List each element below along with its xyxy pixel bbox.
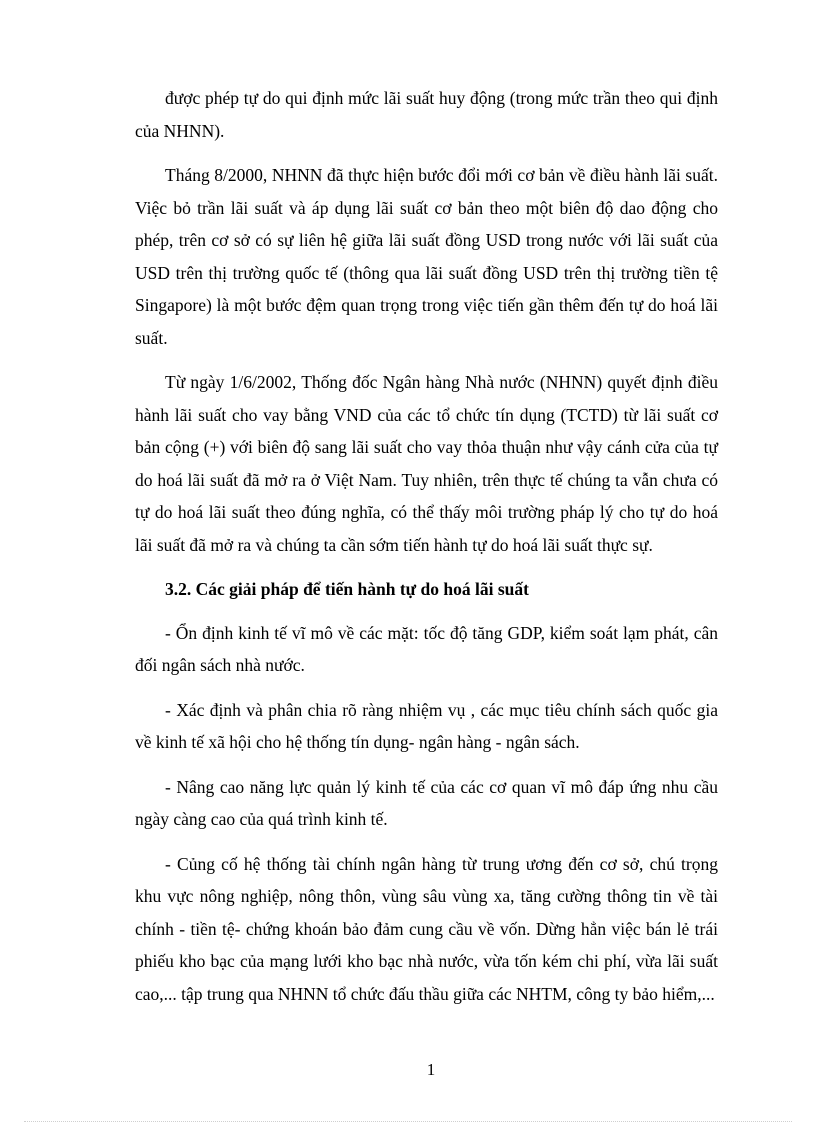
page-bottom-border	[24, 1121, 792, 1122]
page-number: 1	[426, 1060, 436, 1079]
solution-item: - Xác định và phân chia rõ ràng nhiệm vụ , các mục tiêu chính sách quốc gia về kinh tế xã hội cho hệ thống tín dụng- ngân hàng - ngân sách.	[135, 699, 718, 752]
solution-item: - Ổn định kinh tế vĩ mô về các mặt: tốc độ tăng GDP, kiểm soát lạm phát, cân đối ngân sách nhà nước.	[135, 622, 718, 675]
section-heading: 3.2. Các giải pháp để tiến hành tự do hoá lãi suất	[165, 579, 529, 599]
solution-item: - Củng cố hệ thống tài chính ngân hàng từ trung ương đến cơ sở, chú trọng khu vực nông nghiệp, nông thôn, vùng sâu vùng xa, tăng cường thông tin về tài chính - tiền tệ- chứng khoán bảo đảm cung cầu về vốn. Dừng hẳn việc bán lẻ trái phiếu kho bạc của mạng lưới kho bạc nhà nước, vừa tốn kém chi phí, vừa lãi suất cao,... tập trung qua NHNN tổ chức đấu thầu giữa các NHTM, công ty bảo hiểm,...	[135, 853, 718, 1004]
paragraph-june-2002: Từ ngày 1/6/2002, Thống đốc Ngân hàng Nhà nước (NHNN) quyết định điều hành lãi suất cho vay bằng VND của các tổ chức tín dụng (TCTD) từ lãi suất cơ bản cộng (+) với biên độ sang lãi suất cho vay thỏa thuận như vậy cánh cửa của tự do hoá lãi suất đã mở ra ở Việt Nam. Tuy nhiên, trên thực tế chúng ta vẫn chưa có tự do hoá lãi suất theo đúng nghĩa, có thể thấy môi trường pháp lý cho tự do hoá lãi suất đã mở ra và chúng ta cần sớm tiến hành tự do hoá lãi suất thực sự.	[135, 372, 718, 555]
paragraph-intro-continuation: được phép tự do qui định mức lãi suất huy động (trong mức trần theo qui định của NHNN).	[135, 88, 718, 141]
paragraph-august-2000: Tháng 8/2000, NHNN đã thực hiện bước đổi mới cơ bản về điều hành lãi suất. Việc bỏ trần lãi suất và áp dụng lãi suất cơ bản theo một biên độ dao động cho phép, trên cơ sở có sự liên hệ giữa lãi suất đồng USD trong nước với lãi suất của USD trên thị trường quốc tế (thông qua lãi suất đồng USD trên thị trường tiền tệ Singapore) là một bước đệm quan trọng trong việc tiến gần thêm đến tự do hoá lãi suất.	[135, 165, 718, 348]
page-content	[135, 82, 718, 1022]
solution-item: - Nâng cao năng lực quản lý kinh tế của các cơ quan vĩ mô đáp ứng nhu cầu ngày càng cao của quá trình kinh tế.	[135, 776, 718, 829]
